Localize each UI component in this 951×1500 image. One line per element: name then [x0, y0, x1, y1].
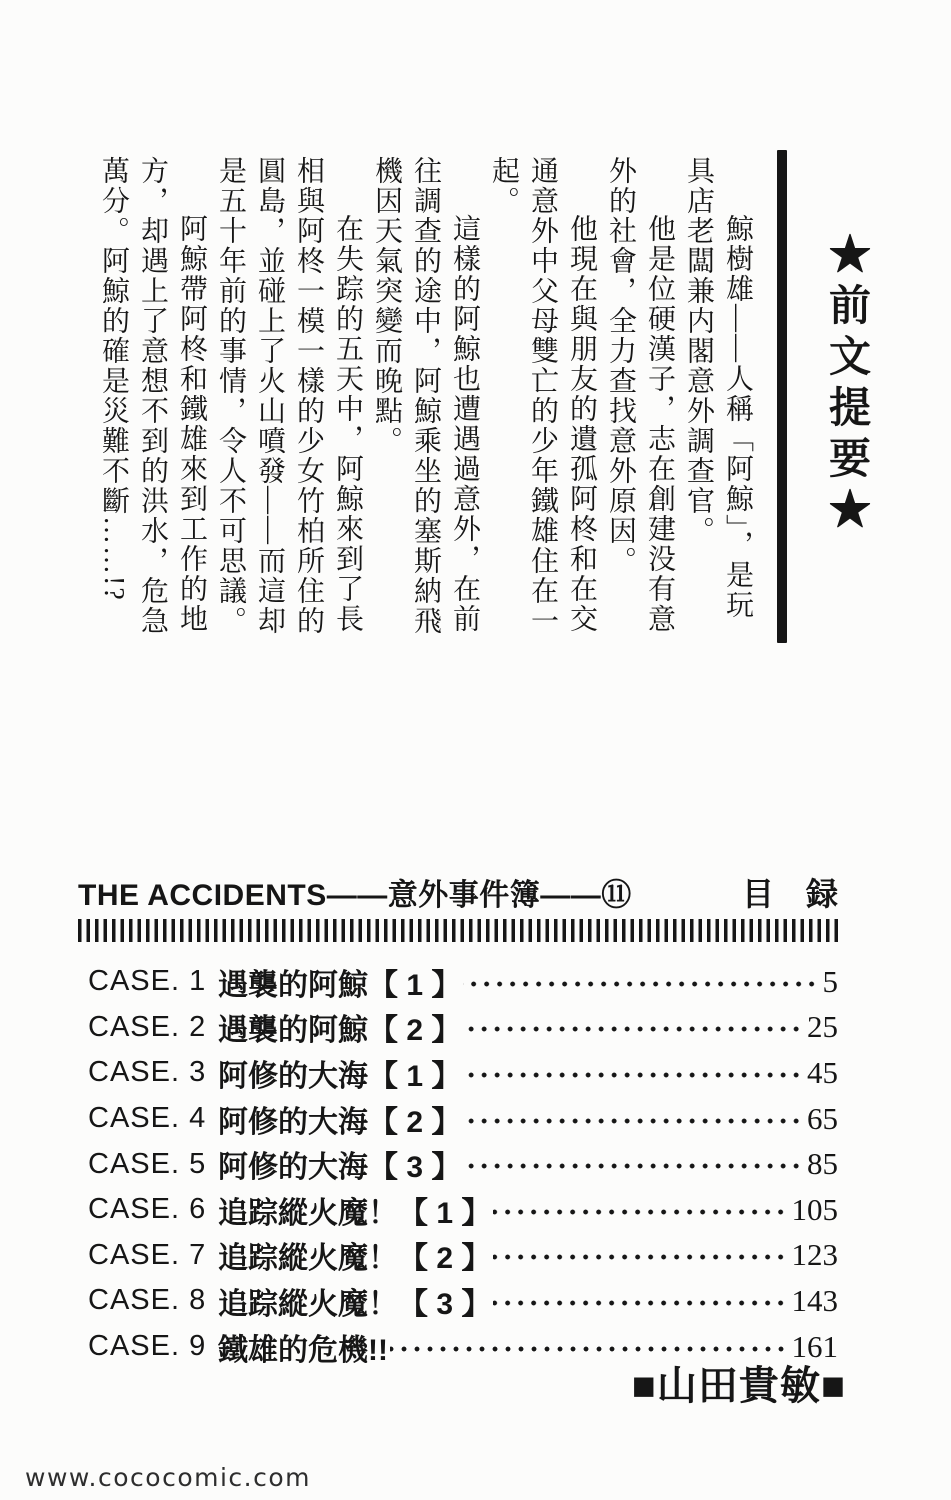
- preface-column: 相與阿柊一模一樣的少女竹柏所住的: [293, 156, 324, 636]
- case-title: 追踪縱火魔！【 1 】: [218, 1196, 492, 1230]
- dotted-leader: [493, 1209, 787, 1215]
- toc-list: [88, 959, 838, 1369]
- author-name: ■山田貴敏■: [631, 1364, 846, 1408]
- case-number-label: CASE. 6: [88, 1193, 207, 1226]
- preface-column: 具店老闆兼内閣意外調查官。: [683, 156, 714, 546]
- case-number-label: CASE. 8: [88, 1284, 207, 1317]
- case-number-label: CASE. 4: [88, 1102, 207, 1135]
- case-number-label: CASE. 5: [88, 1147, 207, 1180]
- case-number-label: CASE. 2: [88, 1010, 207, 1043]
- page-number: 161: [791, 1328, 838, 1364]
- preface-column: 在失踪的五天中，阿鯨來到了長: [332, 214, 363, 634]
- toc-entry: [88, 1278, 838, 1324]
- toc-entry: [88, 1187, 838, 1233]
- page-number: 123: [791, 1237, 838, 1273]
- toc-entry: [88, 1096, 838, 1142]
- preface-column: 這樣的阿鯨也遭遇過意外，在前: [449, 214, 480, 634]
- case-number-label: CASE. 7: [88, 1238, 207, 1271]
- toc-entry: [88, 1233, 838, 1279]
- series-title: THE ACCIDENTS——意外事件簿——⑪: [78, 879, 632, 912]
- preface-column: 鯨樹雄——人稱「阿鯨」，是玩: [722, 214, 753, 620]
- case-number-label: CASE. 1: [88, 965, 207, 998]
- vertical-divider-rule: [777, 150, 787, 643]
- preface-column: 機因天氣突變而晚點。: [371, 156, 402, 456]
- preface-column: 圓島，並碰上了火山噴發——而這却: [254, 156, 285, 636]
- toc-header: [78, 869, 838, 915]
- dotted-leader: [463, 1026, 803, 1032]
- dotted-leader: [493, 1300, 787, 1306]
- page-number: 5: [822, 963, 838, 999]
- case-title: 阿修的大海【 3 】: [218, 1151, 462, 1185]
- preface-column: 阿鯨帶阿柊和鐵雄來到工作的地: [176, 214, 207, 634]
- case-title: 阿修的大海【 1 】: [218, 1059, 462, 1093]
- preface-column: 他現在與朋友的遺孤阿柊和在交: [566, 214, 597, 634]
- case-title: 追踪縱火魔！【 2 】: [218, 1242, 492, 1276]
- preface-text-block: [94, 156, 757, 670]
- dotted-leader: [493, 1254, 787, 1260]
- page-number: 45: [807, 1054, 838, 1090]
- stripe-divider: [78, 919, 838, 942]
- preface-title: ★前文提要★: [823, 232, 869, 538]
- case-number-label: CASE. 3: [88, 1056, 207, 1089]
- toc-entry: [88, 1141, 838, 1187]
- page-number: 85: [807, 1146, 838, 1182]
- case-title: 阿修的大海【 2 】: [218, 1105, 462, 1139]
- preface-column: 是五十年前的事情，令人不可思議。: [215, 156, 246, 636]
- toc-entry: [88, 1050, 838, 1096]
- watermark-url: www.cococomic.com: [25, 1463, 311, 1492]
- preface-column: 萬分。阿鯨的確是災難不斷……!?: [98, 156, 129, 602]
- preface-column: 外的社會，全力查找意外原因。: [605, 156, 636, 576]
- page-number: 105: [791, 1191, 838, 1227]
- case-title: 遇襲的阿鯨【 2 】: [218, 1014, 462, 1048]
- preface-column: 起。: [488, 156, 519, 216]
- toc-entry: [88, 1005, 838, 1051]
- page-number: 25: [807, 1009, 838, 1045]
- toc-entry: [88, 959, 838, 1005]
- page-number: 65: [807, 1100, 838, 1136]
- preface-column: 往調查的途中，阿鯨乘坐的塞斯納飛: [410, 156, 441, 636]
- case-number-label: CASE. 9: [88, 1330, 207, 1363]
- toc-index-label: 目 録: [741, 876, 838, 912]
- preface-column: 方，却遇上了意想不到的洪水，危急: [137, 156, 168, 636]
- dotted-leader: [390, 1346, 788, 1352]
- case-title: 鐵雄的危機!!: [218, 1333, 388, 1367]
- page-number: 143: [791, 1282, 838, 1318]
- preface-column: 通意外中父母雙亡的少年鐵雄住在一: [527, 156, 558, 636]
- preface-column: 他是位硬漢子，志在創建没有意: [644, 214, 675, 634]
- case-title: 追踪縱火魔！【 3 】: [218, 1287, 492, 1321]
- dotted-leader: [463, 1118, 803, 1124]
- dotted-leader: [463, 1072, 803, 1078]
- dotted-leader: [463, 1163, 803, 1169]
- dotted-leader: [463, 981, 818, 987]
- case-title: 遇襲的阿鯨【 1 】: [218, 968, 462, 1002]
